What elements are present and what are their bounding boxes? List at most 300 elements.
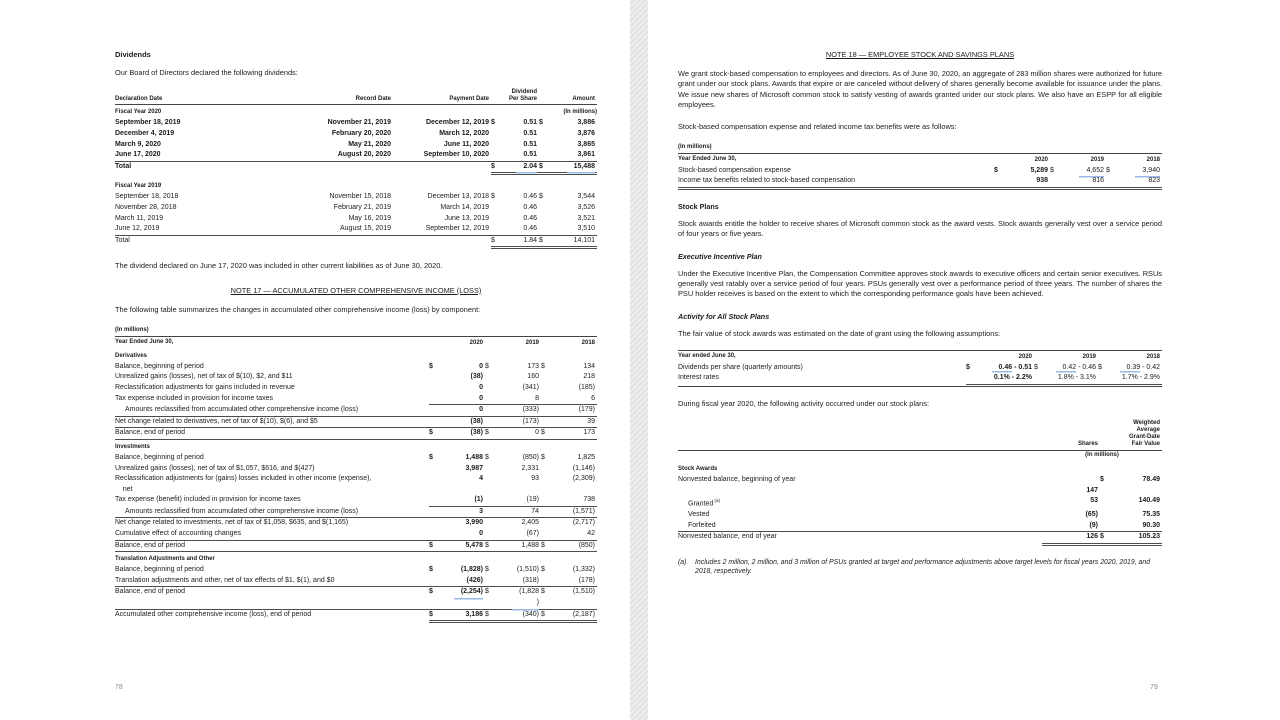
value: 53 xyxy=(1090,497,1098,505)
table-row xyxy=(115,565,597,576)
amount-cell xyxy=(491,162,539,176)
value: 0.42 - 0.46 xyxy=(1056,363,1096,374)
dollar-sign: $ xyxy=(485,362,489,370)
row-label: Granted $^{(a)}$ xyxy=(688,498,721,508)
value: Weighted Average Grant-Date Fair Value xyxy=(1128,420,1160,448)
in-millions-label: (In millions) xyxy=(563,109,597,116)
dollar-sign: $ xyxy=(429,362,433,370)
record-date-header: Record Date xyxy=(355,96,391,103)
payment-date-cell: December 13, 2018 xyxy=(427,193,489,201)
year-column-header: 2019 xyxy=(1090,157,1104,164)
table-row xyxy=(115,129,597,140)
amount-cell xyxy=(485,394,541,406)
dollar-sign: $ xyxy=(429,453,433,461)
total-row xyxy=(115,235,597,250)
row-label: Balance, end of period xyxy=(115,541,186,549)
dividend-note-paragraph: The dividend declared on June 17, 2020 was included in other current liabilities as of June 30, 2020. xyxy=(115,261,443,271)
dollar-sign: $ xyxy=(539,236,543,244)
record-date-cell: May 16, 2019 xyxy=(348,214,391,222)
amount-cell xyxy=(485,417,541,428)
amount-cell xyxy=(429,428,485,439)
year-column-header: 2019 xyxy=(1082,354,1096,361)
per-share-header xyxy=(491,89,539,103)
amount-cell xyxy=(541,405,597,416)
year-column-header: 2018 xyxy=(581,340,595,347)
value: 1,488 xyxy=(465,453,483,461)
payment-date-cell: September 10, 2020 xyxy=(423,151,489,159)
dividends-intro: Our Board of Directors declared the following dividends: xyxy=(115,68,298,77)
total-label: Total xyxy=(115,236,130,244)
dollar-sign: $ xyxy=(429,588,433,596)
amount-cell xyxy=(1042,532,1100,546)
assumptions-table xyxy=(678,350,1162,387)
year-label: Year Ended June 30, xyxy=(115,339,174,346)
dollar-sign: $ xyxy=(485,610,489,618)
value: 3,544 xyxy=(577,193,595,201)
value: 5,289 xyxy=(1030,166,1048,174)
footnote-text: Includes 2 million, 2 million, and 3 million of PSUs granted at target and performance adjustments above target levels for fiscal years 2020, 2019, and 2018, respectively. xyxy=(695,558,1151,576)
table-row xyxy=(115,541,597,553)
row-label: Unrealized gains (losses), net of tax of $1,057, $616, and $(427) xyxy=(115,464,315,472)
amount-cell xyxy=(485,453,541,464)
table-row xyxy=(115,203,597,214)
table-row xyxy=(115,214,597,225)
dividends-heading: Dividends xyxy=(115,50,151,59)
value: 4,652 xyxy=(1079,166,1104,177)
value: 0.46 xyxy=(523,225,537,233)
row-label: Vested xyxy=(688,511,710,519)
declaration-date-cell: June 12, 2019 xyxy=(115,225,160,233)
table-row xyxy=(115,507,597,519)
table-row xyxy=(115,118,597,129)
table-row xyxy=(115,529,597,541)
value: (2,309) xyxy=(572,475,595,483)
page-number-left: 78 xyxy=(115,684,123,691)
value: 90.30 xyxy=(1142,521,1160,529)
value: (1,510) xyxy=(516,566,539,574)
value: (179) xyxy=(578,406,595,414)
table-header-row xyxy=(678,420,1162,451)
amount-cell xyxy=(491,129,539,140)
amount-cell xyxy=(1034,363,1098,374)
dollar-sign: $ xyxy=(541,610,545,618)
record-date-cell: May 21, 2020 xyxy=(348,140,391,148)
amount-cell xyxy=(491,150,539,161)
amount-cell xyxy=(539,214,597,225)
section-label: Investments xyxy=(115,443,151,450)
value-link: 0.42 xyxy=(1056,364,1077,371)
in-millions-label: (In millions) xyxy=(115,326,597,337)
amount-cell xyxy=(485,372,541,383)
amount-cell xyxy=(541,428,597,439)
executive-incentive-plan-paragraph: Under the Executive Incentive Plan, the Compensation Committee approves stock awards to executive officers and certain senior executives. RSUs generally vest ratably over a service period of four years. PSUs generally vest over a performance period of three years. The number of shares the PSU holder receives is based on the extent to which the corresponding performance goals have been achieved. xyxy=(678,268,1162,299)
value: 105.23 xyxy=(1138,533,1160,541)
row-label: Reclassification adjustments for (gains) losses included in other income (expense), net xyxy=(115,475,372,493)
declaration-date-cell: March 9, 2020 xyxy=(115,140,161,148)
dollar-sign: $ xyxy=(541,429,545,437)
dollar-sign: $ xyxy=(1100,533,1104,541)
amount-cell xyxy=(541,464,597,475)
dollar-sign: $ xyxy=(539,162,543,170)
table-row xyxy=(678,176,1162,190)
value: 0.1% - 2.2% xyxy=(993,374,1032,382)
value: (38) xyxy=(470,373,483,381)
amount-cell xyxy=(429,464,485,475)
amount-cell xyxy=(429,518,485,529)
dollar-sign: $ xyxy=(994,166,998,174)
value: 126 xyxy=(1086,533,1098,541)
stock-plans-heading: Stock Plans xyxy=(678,201,719,211)
value: 1.84 xyxy=(523,236,537,244)
value: (1,332) xyxy=(572,566,595,574)
value: (2,717) xyxy=(572,519,595,527)
row-label: Forfeited xyxy=(688,521,716,529)
value: 140.49 xyxy=(1138,497,1160,505)
amount-cell xyxy=(541,474,597,485)
value: 0 xyxy=(479,394,483,402)
amount-cell xyxy=(429,383,485,394)
value: (340) xyxy=(522,610,539,618)
amount-cell xyxy=(541,394,597,406)
fiscal-year-row xyxy=(115,182,597,191)
table-row xyxy=(115,372,597,383)
value: 0 xyxy=(535,429,539,437)
amount-cell xyxy=(485,541,541,552)
value: (333) xyxy=(522,406,539,414)
table-row xyxy=(115,518,597,529)
note18-title: NOTE 18 — EMPLOYEE STOCK AND SAVINGS PLANS xyxy=(825,50,1015,59)
value: (426) xyxy=(466,576,483,584)
amount-cell xyxy=(491,214,539,225)
value: 3 xyxy=(479,507,483,515)
amount-cell xyxy=(429,405,485,416)
page-number-right: 79 xyxy=(1150,684,1158,691)
row-label: Balance, end of period xyxy=(115,429,186,437)
record-date-cell: August 15, 2019 xyxy=(340,225,391,233)
dollar-sign: $ xyxy=(541,541,545,549)
amount-cell xyxy=(539,224,597,235)
amount-cell xyxy=(491,118,539,129)
amount-cell xyxy=(429,417,485,428)
value: 0 xyxy=(479,530,483,538)
year-column-header: 2019 xyxy=(525,340,539,347)
value: 0.39 - 0.42 xyxy=(1120,363,1160,374)
footnote-ref: (a) xyxy=(713,498,721,504)
declaration-date-cell: September 18, 2019 xyxy=(115,119,181,127)
table-row xyxy=(115,224,597,235)
stock-compensation-table xyxy=(678,143,1162,190)
amount-cell xyxy=(485,518,541,529)
dollar-sign: $ xyxy=(1034,363,1038,371)
amount-cell xyxy=(966,363,1034,374)
table-row xyxy=(678,166,1162,177)
dollar-sign: $ xyxy=(541,588,545,596)
year-column-header: 2018 xyxy=(1146,354,1160,361)
declaration-date-cell: September 18, 2018 xyxy=(115,193,179,201)
value: 0 xyxy=(479,406,483,414)
payment-date-cell: December 12, 2019 xyxy=(425,119,489,127)
value: 2.04 xyxy=(516,162,537,173)
value: Dividend Per Share xyxy=(508,89,537,103)
amount-cell xyxy=(485,565,541,576)
amount-cell xyxy=(429,372,485,383)
amount-cell xyxy=(429,507,485,518)
amount-cell xyxy=(541,541,597,552)
amount-cell xyxy=(485,428,541,439)
table-row xyxy=(678,496,1162,510)
row-label: Balance, beginning of period xyxy=(115,566,204,574)
value: 75.35 xyxy=(1142,511,1160,519)
table-header-row xyxy=(115,89,597,105)
amount-cell xyxy=(485,587,541,608)
dollar-sign: $ xyxy=(491,119,495,127)
in-millions-label: (In millions) xyxy=(1085,452,1119,459)
payment-date-cell: March 12, 2020 xyxy=(439,130,489,137)
amount-cell xyxy=(491,224,539,235)
amount-cell xyxy=(541,587,597,598)
value: 15,488 xyxy=(567,162,595,173)
value: 6 xyxy=(591,394,595,402)
amount-cell xyxy=(485,405,541,416)
dollar-sign: $ xyxy=(485,566,489,574)
value: 3,861 xyxy=(577,151,595,159)
value: (1,828 ) xyxy=(512,587,539,608)
row-label: Nonvested balance, beginning of year xyxy=(678,476,796,484)
value: (65) xyxy=(1085,511,1098,519)
table-row xyxy=(115,464,597,475)
amount-cell xyxy=(429,529,485,540)
activity-heading: Activity for All Stock Plans xyxy=(678,311,770,321)
value: 0.46 xyxy=(523,193,537,201)
aoci-table xyxy=(115,326,597,623)
row-label: Interest rates xyxy=(678,374,719,382)
year-label: Year ended June 30, xyxy=(678,353,736,360)
value: (1,828) xyxy=(460,566,483,574)
dollar-sign: $ xyxy=(541,566,545,574)
dollar-sign: $ xyxy=(1098,363,1102,371)
amount-cell xyxy=(541,362,597,373)
value: 1,825 xyxy=(577,453,595,461)
stock-awards-activity-table xyxy=(678,420,1162,545)
amount-cell xyxy=(429,565,485,576)
amount-cell xyxy=(485,495,541,507)
value: (1,510) xyxy=(572,588,595,596)
value: (185) xyxy=(578,383,595,391)
dollar-sign: $ xyxy=(541,362,545,370)
value: 0.51 xyxy=(523,130,537,137)
total-label: Total xyxy=(115,162,132,170)
fair-value-header xyxy=(1100,420,1162,448)
note17-intro: The following table summarizes the changes in accumulated other comprehensive income (loss) by component: xyxy=(115,304,481,314)
value: 134 xyxy=(583,362,595,370)
dollar-sign: $ xyxy=(539,119,543,127)
amount-cell xyxy=(1042,475,1100,496)
dollar-sign: $ xyxy=(485,429,489,437)
amount-cell xyxy=(541,529,597,540)
table-row xyxy=(115,362,597,373)
table-row xyxy=(115,474,597,495)
amount-cell xyxy=(1042,496,1100,507)
value: 39 xyxy=(587,417,595,425)
amount-cell xyxy=(541,576,597,587)
amount-cell xyxy=(491,140,539,151)
amount-cell xyxy=(1098,373,1162,385)
value: 42 xyxy=(587,530,595,538)
table-row xyxy=(115,495,597,507)
amount-cell xyxy=(541,565,597,576)
amount-cell xyxy=(1042,510,1100,521)
section-label: Translation Adjustments and Other xyxy=(115,556,215,563)
year-column-header: 2018 xyxy=(1146,157,1160,164)
value: 3,987 xyxy=(465,464,483,472)
row-label: Translation adjustments and other, net of tax effects of $1, $(1), and $0 xyxy=(115,576,335,584)
amount-cell xyxy=(429,587,485,598)
payment-date-cell: June 11, 2020 xyxy=(443,140,489,148)
year-header-row xyxy=(678,352,1162,363)
row-label: Nonvested balance, end of year xyxy=(678,533,777,541)
payment-date-cell: September 12, 2019 xyxy=(425,225,489,233)
amount-cell xyxy=(429,394,485,406)
amount-cell xyxy=(541,372,597,383)
row-label: Balance, beginning of period xyxy=(115,362,204,370)
amount-cell xyxy=(485,507,541,518)
row-label: Balance, end of period xyxy=(115,588,186,596)
row-label: Balance, beginning of period xyxy=(115,453,204,461)
amount-cell xyxy=(485,383,541,394)
value: 0.46 - 0.51 xyxy=(992,363,1032,374)
value: 4 xyxy=(479,475,483,483)
amount-cell xyxy=(1100,475,1162,486)
amount-cell xyxy=(429,610,485,624)
record-date-cell: November 21, 2019 xyxy=(327,119,391,127)
amount-cell xyxy=(539,150,597,161)
value: 3,940 xyxy=(1135,166,1160,177)
value: 3,990 xyxy=(465,519,483,527)
note18-paragraph-2: Stock-based compensation expense and related income tax benefits were as follows: xyxy=(678,121,957,131)
value: (38) xyxy=(470,417,483,425)
value: 2,405 xyxy=(521,519,539,527)
value: 173 xyxy=(583,429,595,437)
record-date-cell: February 20, 2020 xyxy=(331,130,391,137)
amount-cell xyxy=(541,610,597,624)
amount-cell xyxy=(539,118,597,129)
value: 0 xyxy=(479,383,483,391)
page-gutter-divider xyxy=(630,0,648,720)
table-row xyxy=(115,587,597,609)
left-page xyxy=(115,50,597,635)
amount-cell xyxy=(539,203,597,214)
row-label: Stock-based compensation expense xyxy=(678,166,791,174)
amount-cell xyxy=(429,576,485,587)
table-row xyxy=(115,140,597,151)
value: (1,571) xyxy=(572,507,595,515)
amount-cell xyxy=(491,203,539,214)
row-label: Tax expense included in provision for income taxes xyxy=(115,394,273,402)
value: (173) xyxy=(522,417,539,425)
row-label: Net change related to derivatives, net of tax of $(10), $(6), and $5 xyxy=(115,417,318,425)
amount-cell xyxy=(485,464,541,475)
dollar-sign: $ xyxy=(541,453,545,461)
table-row xyxy=(678,510,1162,521)
in-millions-label: (In millions) xyxy=(678,143,1162,154)
dollar-sign: $ xyxy=(966,363,970,371)
amount-cell xyxy=(539,162,597,176)
amount-cell xyxy=(485,529,541,540)
value: 816 xyxy=(1092,177,1104,185)
amount-cell xyxy=(429,362,485,373)
value: 74 xyxy=(531,507,539,515)
dollar-sign: $ xyxy=(429,566,433,574)
fiscal-year-label: Fiscal Year 2020 xyxy=(115,109,162,116)
activity-intro: The fair value of stock awards was estimated on the date of grant using the following assumptions: xyxy=(678,328,1001,338)
amount-cell xyxy=(541,518,597,529)
year-header-row xyxy=(678,155,1162,166)
value: (341) xyxy=(522,383,539,391)
table-row xyxy=(678,521,1162,533)
amount-cell xyxy=(1100,532,1162,546)
amount-cell xyxy=(994,166,1050,177)
value: 8 xyxy=(535,394,539,402)
dollar-sign: $ xyxy=(429,610,433,618)
value: (1,146) xyxy=(572,464,595,472)
row-label: Income tax benefits related to stock-based compensation xyxy=(678,177,856,185)
value: (9) xyxy=(1089,521,1098,529)
dollar-sign: $ xyxy=(539,193,543,201)
value: (19) xyxy=(526,496,539,504)
fiscal-year-label: Fiscal Year 2019 xyxy=(115,183,162,190)
dollar-sign: $ xyxy=(491,162,495,170)
value: 93 xyxy=(531,475,539,483)
dollar-sign: $ xyxy=(491,236,495,244)
amount-cell xyxy=(491,192,539,203)
table-row xyxy=(115,428,597,440)
value: 0.46 xyxy=(523,203,537,211)
table-row xyxy=(115,405,597,417)
during-fiscal-year-paragraph: During fiscal year 2020, the following activity occurred under our stock plans: xyxy=(678,399,929,409)
value: 938 xyxy=(1036,177,1048,185)
value: 0.51 xyxy=(523,151,537,159)
row-label: Accumulated other comprehensive income (loss), end of period xyxy=(115,610,312,618)
value: 823 xyxy=(1148,177,1160,185)
row-label: Tax expense (benefit) included in provision for income taxes xyxy=(115,496,301,504)
value: 3,886 xyxy=(577,119,595,127)
amount-cell xyxy=(541,495,597,507)
row-label: Amounts reclassified from accumulated other comprehensive income (loss) xyxy=(125,406,359,414)
year-column-header: 2020 xyxy=(1034,157,1048,164)
value: 2,331 xyxy=(521,464,539,472)
dollar-sign: $ xyxy=(429,429,433,437)
amount-cell xyxy=(1106,166,1162,177)
value: 1.8% - 3.1% xyxy=(1057,374,1096,382)
value: 0.46 xyxy=(523,214,537,222)
table-row xyxy=(115,394,597,406)
table-row xyxy=(678,373,1162,385)
amount-cell xyxy=(539,192,597,203)
amount-cell xyxy=(1100,496,1162,507)
table-row xyxy=(115,383,597,394)
amount-cell xyxy=(539,129,597,140)
dividends-table xyxy=(115,89,597,249)
value: (67) xyxy=(526,530,539,538)
amount-cell xyxy=(541,383,597,394)
amount-cell xyxy=(539,140,597,151)
section-label: Derivatives xyxy=(115,352,148,359)
dollar-sign: $ xyxy=(1100,476,1104,484)
value: 14,101 xyxy=(573,236,595,244)
value: 78.49 xyxy=(1142,476,1160,484)
table-row xyxy=(115,150,597,161)
value: 3,526 xyxy=(577,203,595,211)
